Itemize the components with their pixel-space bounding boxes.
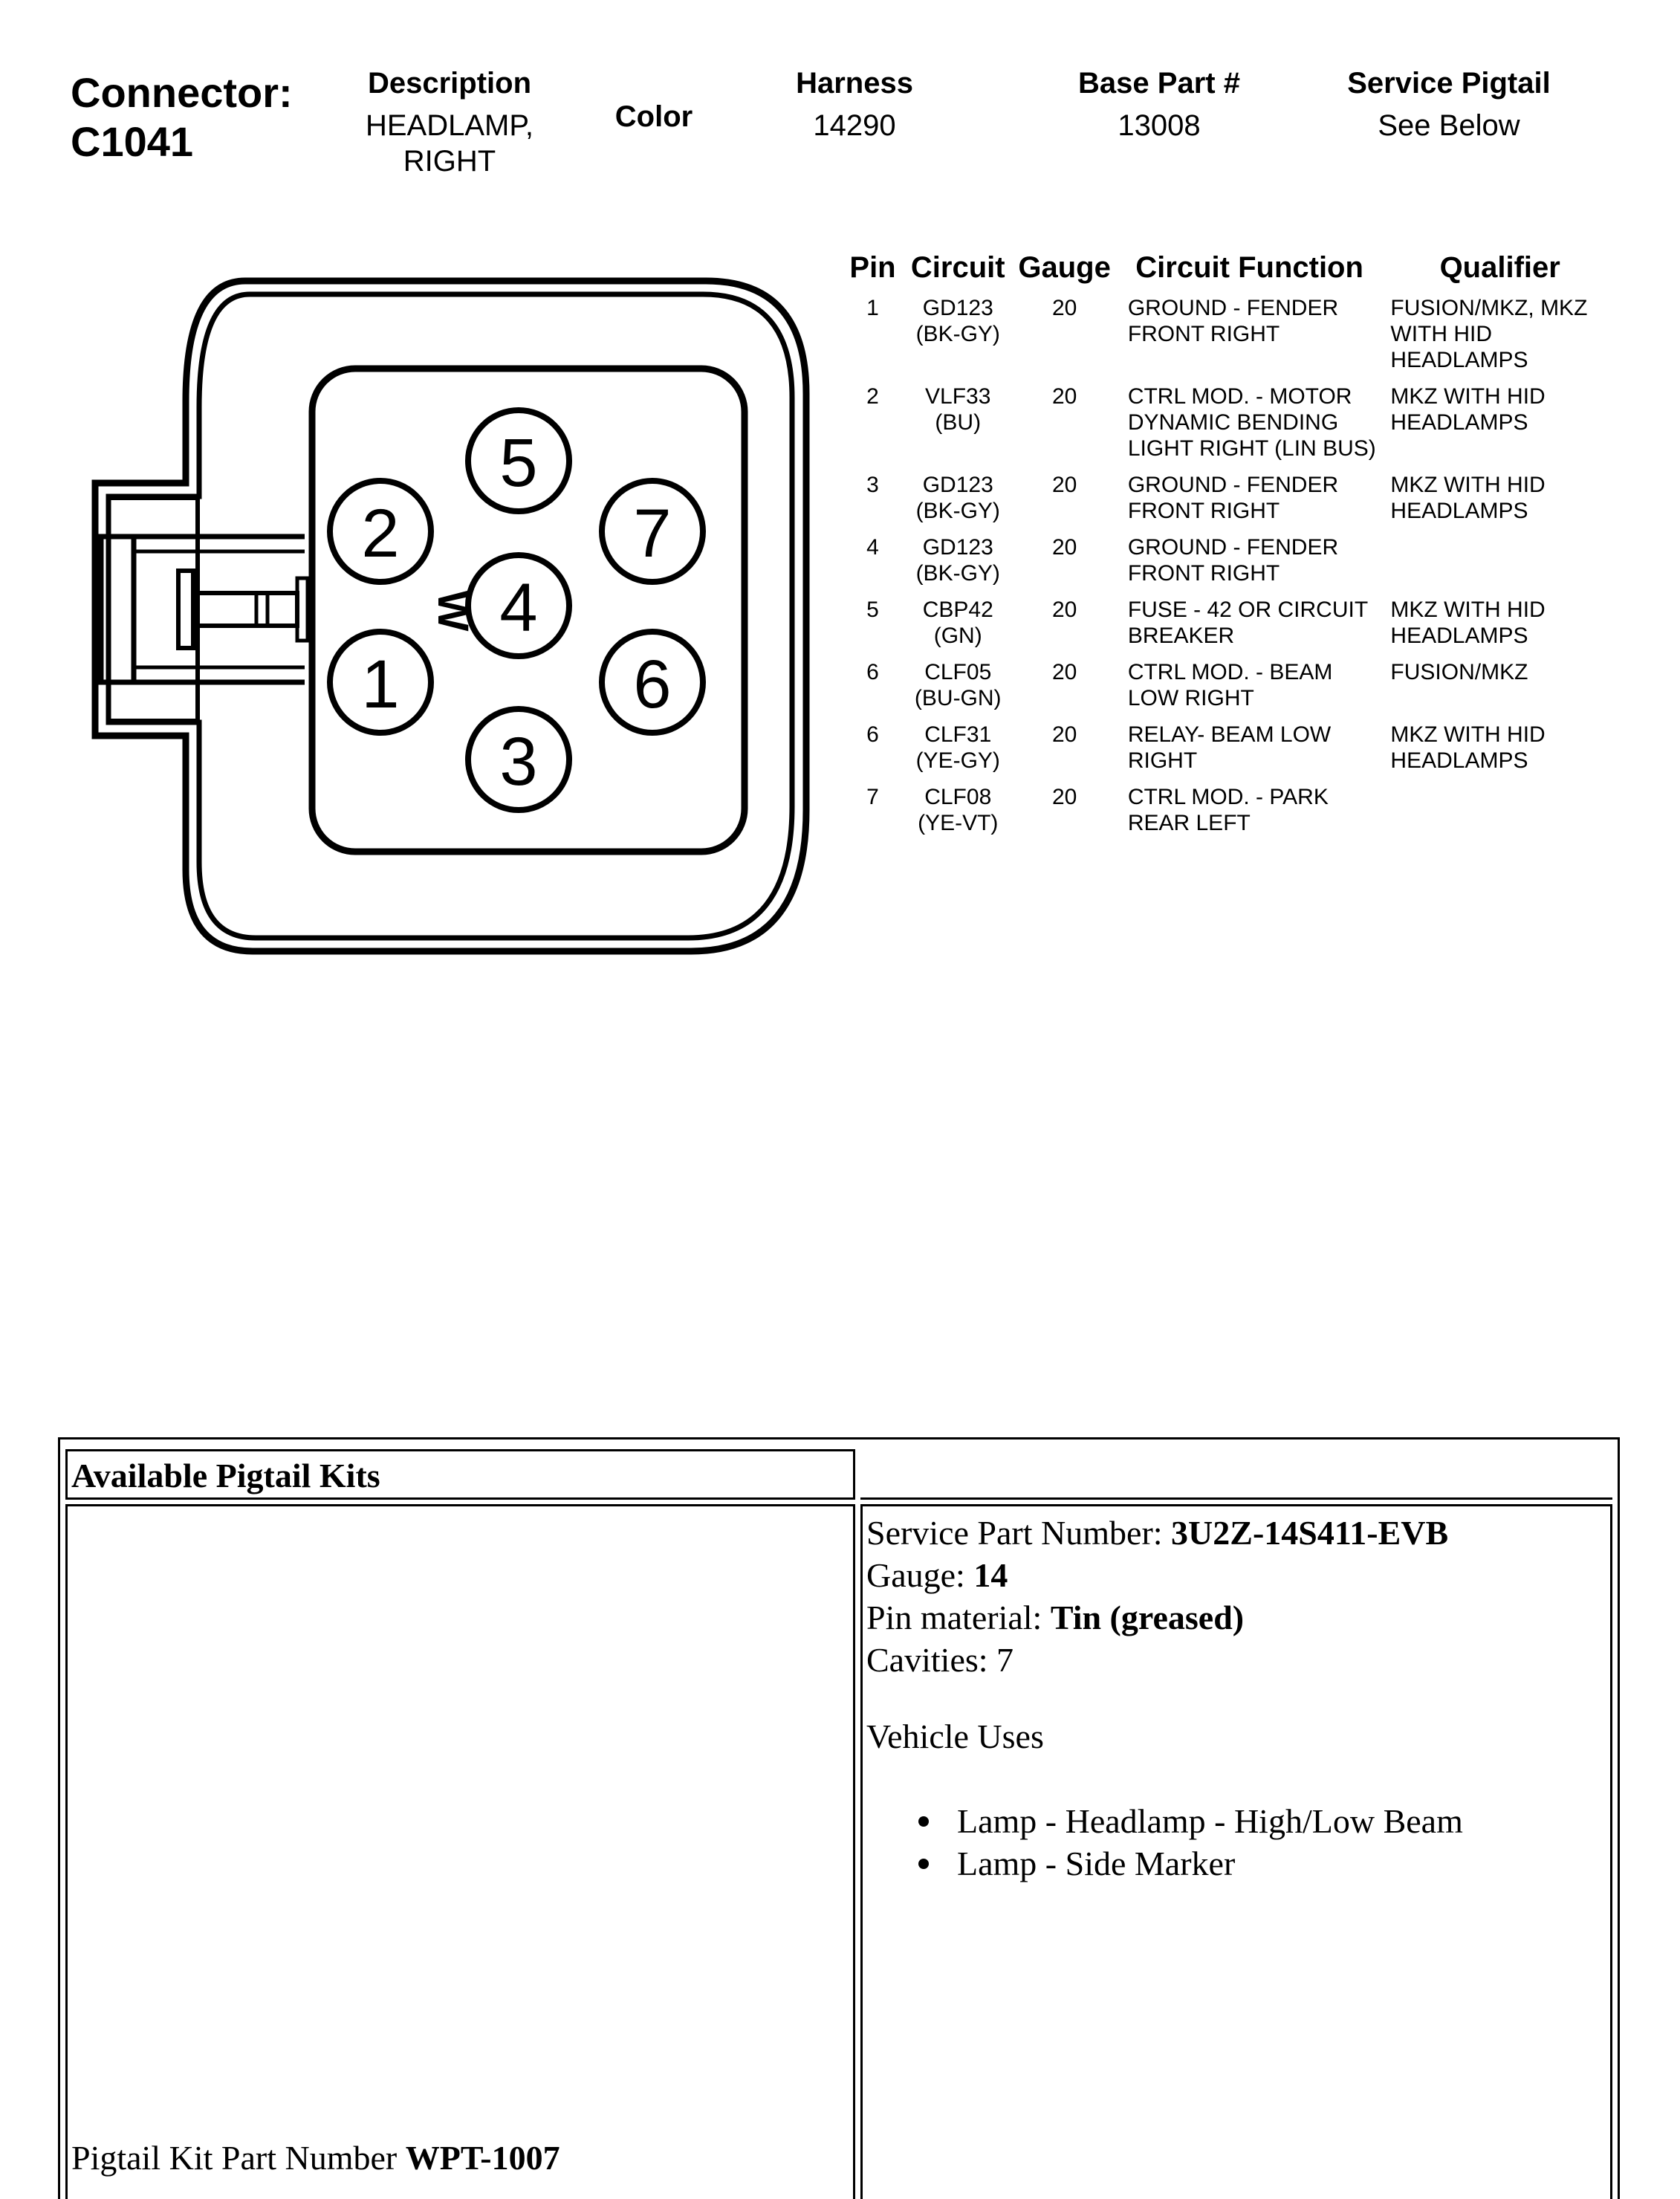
circuit-id: CLF31	[924, 722, 992, 747]
col-circuit-header: Circuit	[910, 251, 1005, 284]
circuit-id: GD123	[922, 535, 993, 560]
wire-color: (YE-GY)	[915, 748, 1000, 773]
bullet-icon	[918, 1859, 929, 1869]
circuit-id: CLF05	[924, 660, 992, 684]
circuit-id: CLF08	[924, 785, 992, 809]
vehicle-uses-list	[918, 1800, 1463, 1885]
pin-7-label: 7	[633, 496, 672, 571]
table-row	[847, 597, 1612, 659]
function-cell: CTRL MOD. - MOTOR DYNAMIC BENDING LIGHT RIGHT (LIN BUS)	[1127, 384, 1376, 461]
connector-face-diagram	[74, 275, 817, 959]
col-qualifier-header: Qualifier	[1439, 251, 1560, 284]
table-row	[847, 659, 1612, 722]
table-row	[847, 472, 1612, 534]
cavities-line	[866, 1639, 1448, 1681]
pin-6-label: 6	[633, 647, 672, 722]
qualifier-cell	[1387, 534, 1612, 597]
circuit-cell	[898, 722, 1017, 784]
connector-id: C1041	[71, 118, 194, 165]
pin-cell: 1	[866, 296, 879, 320]
base-part-value: 13008	[1118, 109, 1201, 142]
wire-color: (GN)	[933, 624, 982, 648]
table-row	[847, 784, 1612, 846]
pin-table	[847, 251, 1612, 846]
circuit-id: VLF33	[925, 384, 991, 409]
wire-color: (YE-VT)	[918, 811, 999, 835]
qualifier-cell: MKZ WITH HID HEADLAMPS	[1390, 722, 1546, 773]
base-part-label: Base Part #	[1078, 67, 1240, 100]
description-value	[334, 108, 565, 179]
service-pigtail-label: Service Pigtail	[1347, 67, 1551, 100]
circuit-id: GD123	[922, 296, 993, 320]
circuit-cell	[898, 383, 1017, 472]
pin-5-label: 5	[499, 425, 538, 501]
function-cell: GROUND - FENDER FRONT RIGHT	[1127, 473, 1339, 523]
pin-1-label: 1	[361, 647, 400, 722]
pigtail-kits-header-right-cell	[860, 1449, 1612, 1500]
connector-label: Connector:	[71, 69, 293, 116]
function-cell: GROUND - FENDER FRONT RIGHT	[1127, 535, 1339, 586]
circuit-cell	[898, 784, 1017, 846]
circuit-cell	[898, 472, 1017, 534]
pin-material-line	[866, 1596, 1448, 1639]
pin-2-label: 2	[361, 496, 400, 571]
gauge-line	[866, 1554, 1448, 1596]
description-line-1: HEADLAMP,	[365, 109, 533, 142]
latch-bar	[193, 593, 297, 626]
service-part-details	[866, 1512, 1448, 1681]
wire-color: (BK-GY)	[915, 499, 1000, 523]
pin-cell: 6	[866, 722, 879, 747]
table-row	[847, 534, 1612, 597]
col-function-header: Circuit Function	[1135, 251, 1363, 284]
wire-color: (BK-GY)	[915, 561, 1000, 586]
col-gauge-header: Gauge	[1018, 251, 1111, 284]
gauge-label: Gauge:	[866, 1556, 974, 1594]
function-cell: RELAY- BEAM LOW RIGHT	[1127, 722, 1332, 773]
wire-color: (BU)	[935, 410, 982, 435]
function-cell: CTRL MOD. - BEAM LOW RIGHT	[1127, 660, 1333, 710]
list-item	[918, 1842, 1463, 1885]
pin-4-label: 4	[499, 570, 538, 646]
gauge-cell: 20	[1051, 785, 1077, 809]
qualifier-cell: MKZ WITH HID HEADLAMPS	[1390, 473, 1546, 523]
pin-cell: 7	[866, 785, 879, 809]
connector-title	[71, 68, 293, 166]
latch-outer	[108, 498, 198, 721]
pin-cell: 6	[866, 660, 879, 684]
cavities-label: Cavities:	[866, 1641, 997, 1679]
vehicle-use-text: Lamp - Headlamp - High/Low Beam	[957, 1802, 1463, 1840]
circuit-cell	[898, 597, 1017, 659]
vehicle-uses-title: Vehicle Uses	[866, 1717, 1044, 1755]
gauge-value: 14	[973, 1556, 1008, 1594]
service-part-value: 3U2Z-14S411-EVB	[1171, 1514, 1449, 1552]
table-row	[847, 722, 1612, 784]
list-item	[918, 1800, 1463, 1842]
qualifier-cell: FUSION/MKZ	[1390, 660, 1528, 684]
qualifier-cell: FUSION/MKZ, MKZ WITH HID HEADLAMPS	[1390, 296, 1588, 372]
circuit-cell	[898, 659, 1017, 722]
gauge-cell: 20	[1051, 384, 1077, 409]
pigtail-kit-part-number	[71, 2139, 560, 2177]
key-mark: W	[429, 590, 477, 632]
gauge-cell: 20	[1051, 296, 1077, 320]
bullet-icon	[918, 1816, 929, 1827]
cavities-value: 7	[996, 1641, 1014, 1679]
gauge-cell: 20	[1051, 473, 1077, 497]
pin-material-value: Tin (greased)	[1050, 1599, 1245, 1636]
service-part-label: Service Part Number:	[866, 1514, 1172, 1552]
service-pigtail-value: See Below	[1378, 109, 1520, 142]
circuit-cell	[898, 534, 1017, 597]
kit-part-label: Pigtail Kit Part Number	[71, 2139, 406, 2177]
pin-cell: 3	[866, 473, 879, 497]
pin-cell: 4	[866, 535, 879, 560]
circuit-id: GD123	[922, 473, 993, 497]
pigtail-kits-title: Available Pigtail Kits	[71, 1457, 380, 1494]
wire-color: (BU-GN)	[914, 686, 1002, 710]
pin-3-label: 3	[499, 724, 538, 800]
gauge-cell: 20	[1051, 722, 1077, 747]
gauge-cell: 20	[1051, 597, 1077, 622]
pin-material-label: Pin material:	[866, 1599, 1051, 1636]
function-cell: CTRL MOD. - PARK REAR LEFT	[1127, 785, 1329, 835]
function-cell: GROUND - FENDER FRONT RIGHT	[1127, 296, 1339, 346]
circuit-cell	[898, 295, 1017, 383]
service-part-line	[866, 1512, 1448, 1554]
table-row	[847, 295, 1612, 383]
harness-value: 14290	[813, 109, 896, 142]
function-cell: FUSE - 42 OR CIRCUIT BREAKER	[1127, 597, 1368, 648]
gauge-cell: 20	[1051, 660, 1077, 684]
description-line-2: RIGHT	[403, 145, 496, 178]
table-row	[847, 383, 1612, 472]
gauge-cell: 20	[1051, 535, 1077, 560]
pin-cell: 5	[866, 597, 879, 622]
col-pin-header: Pin	[849, 251, 896, 284]
circuit-id: CBP42	[922, 597, 993, 622]
qualifier-cell: MKZ WITH HID HEADLAMPS	[1390, 384, 1546, 435]
pin-table-header-row	[847, 251, 1612, 295]
description-label: Description	[367, 67, 532, 100]
vehicle-use-text: Lamp - Side Marker	[957, 1845, 1236, 1882]
color-label: Color	[614, 100, 693, 133]
qualifier-cell	[1387, 784, 1612, 846]
kit-part-value: WPT-1007	[405, 2139, 560, 2177]
harness-label: Harness	[796, 67, 913, 100]
qualifier-cell: MKZ WITH HID HEADLAMPS	[1390, 597, 1546, 648]
pin-cell: 2	[866, 384, 879, 409]
pigtail-image-cell	[65, 1504, 855, 2199]
wire-color: (BK-GY)	[915, 322, 1000, 346]
